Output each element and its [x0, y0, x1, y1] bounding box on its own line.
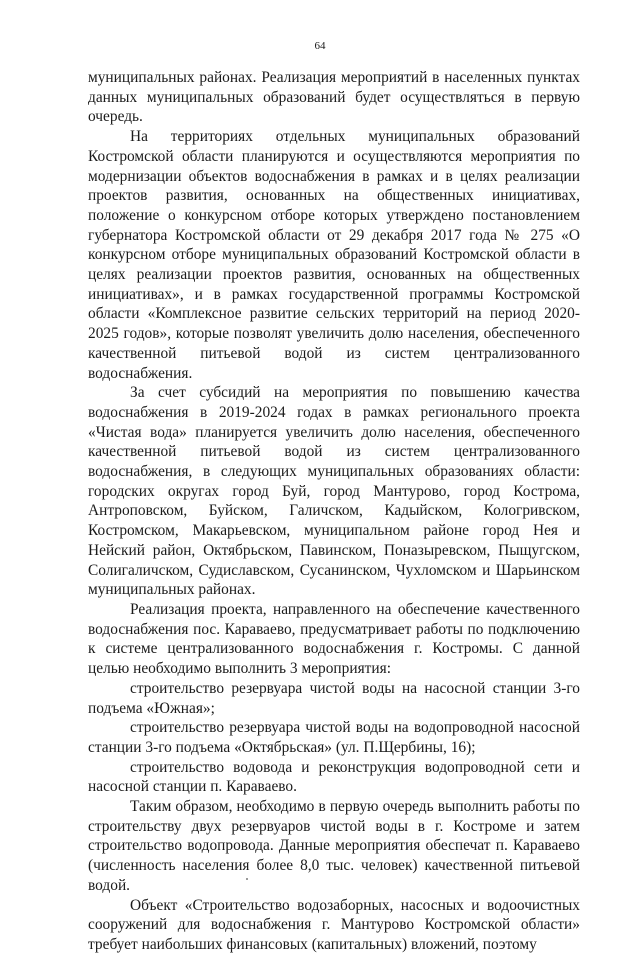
paragraph-subsidies: За счет субсидий на мероприятия по повышению качества водоснабжения в 2019-2024 годах в рамках регионального проекта «Чистая вода» планируется увеличить долю населения, обеспеченного качественной питьевой водой из систем централизованного водоснабжения, в следующих муниципальных образованиях области: городских округах город Буй, город Мантурово, город Кострома, Антроповском, Буйском, Галичском, Кадыйском, Кологривском, Костромском, Макарьевском, муниципальном районе город Нея и Нейский район, Октябрьском, Павинском, Поназыревском, Пыщугском, Солигаличском, Судиславском, Сусанинском, Чухломском и Шарьинском муниципальных районах.: [88, 384, 580, 599]
list-item-water-pipeline: строительство водовода и реконструкция водопроводной сети и насосной станции п. Караваево.: [88, 758, 580, 796]
list-item-reservoir-south: строительство резервуара чистой воды на насосной станции 3-го подъема «Южная»;: [88, 679, 580, 717]
list-item-reservoir-october: строительство резервуара чистой воды на водопроводной насосной станции 3-го подъема «Октябрьская» (ул. П.Щербины, 16);: [88, 719, 580, 756]
paragraph-karavaevo-project: Реализация проекта, направленного на обеспечение качественного водоснабжения пос. Караваево, предусматривает работы по подключению к системе централизованного водоснабжения г. Костромы. С данной целью необходимо выполнить 3 мероприятия:: [88, 600, 580, 678]
page-number: 64: [314, 40, 326, 52]
paragraph-territories: На территориях отдельных муниципальных образований Костромской области планируются и осуществляются мероприятия по модернизации объектов водоснабжения в рамках и в целях реализации проектов развития, основанных на общественных инициативах, положение о конкурсном отборе которых утверждено постановлением губернатора Костромской области от 29 декабря 2017 года № 275 «О конкурсном отборе муниципальных образований Костромской области в целях реализации проектов развития, основанных на общественных инициативах», и в рамках государственной программы Костромской области «Комплексное развитие сельских территорий на период 2020-2025 годов», которые позволят увеличить долю населения, обеспеченного качественной питьевой водой из систем централизованного водоснабжения.: [88, 128, 580, 382]
paragraph-conclusion: Таким образом, необходимо в первую очередь выполнить работы по строительству двух резервуаров чистой воды в г. Костроме и затем строительство водопровода. Данные мероприятия обеспечат п. Караваево (численность населения более 8,0 тыс. человек) качественной питьевой водой.: [88, 798, 580, 894]
document-body: [88, 68, 580, 955]
paragraph-continuation: муниципальных районах. Реализация мероприятий в населенных пунктах данных муниципальных образований будет осуществляться в первую очередь.: [88, 69, 580, 126]
paragraph-manturovo-object: Объект «Строительство водозаборных, насосных и водоочистных сооружений для водоснабжения г. Мантурово Костромской области» требует наибольших финансовых (капитальных) вложений, поэтому: [88, 896, 580, 953]
scan-artifact: [246, 878, 248, 880]
